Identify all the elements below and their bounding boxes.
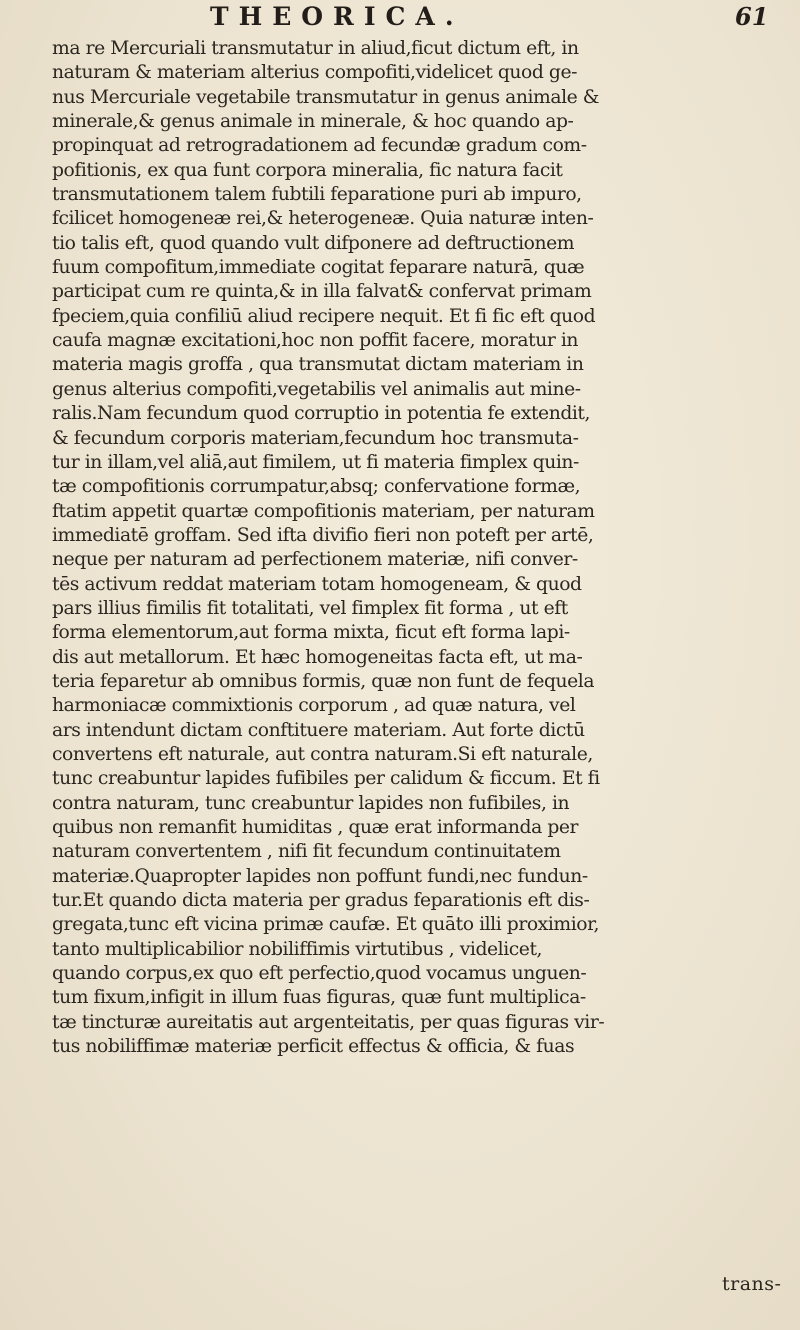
text-line: ralis.Nam fecundum quod corruptio in potentia fe extendit, (52, 402, 591, 425)
text-line: tæ compofitionis corrumpatur,absq; confervatione formæ, (52, 475, 581, 498)
text-line: ars intendunt dictam conftituere materiam. Aut forte dictū (52, 718, 585, 741)
text-line: & fecundum corporis materiam,fecundum hoc transmuta- (52, 426, 579, 449)
text-line: quibus non remanfit humiditas , quæ erat informanda per (52, 816, 579, 838)
text-line: tum fixum,infigit in illum fuas figuras, quæ funt multiplica- (52, 986, 586, 1009)
catchword: trans- (722, 1273, 782, 1295)
text-line: naturam convertentem , nifi fit fecundum continuitatem (52, 840, 561, 863)
text-line: tunc creabuntur lapides fufibiles per calidum & ficcum. Et fi (52, 767, 600, 790)
text-line: forma elementorum,aut forma mixta, ficut eft forma lapi- (52, 621, 570, 644)
text-line: pars illius fimilis fit totalitati, vel fimplex fit forma , ut eft (52, 596, 568, 619)
text-line: caufa magnæ excitationi,hoc non poffit facere, moratur in (52, 329, 579, 352)
text-line: pofitionis, ex qua funt corpora mineralia, fic natura facit (52, 158, 563, 181)
text-line: fcilicet homogeneæ rei,& heterogeneæ. Quia naturæ inten- (52, 207, 594, 230)
text-line: minerale,& genus animale in minerale, & hoc quando ap- (52, 110, 574, 133)
text-line: tanto multiplicabilior nobiliffimis virtutibus , videlicet, (52, 937, 543, 960)
text-line: nus Mercuriale vegetabile transmutatur in genus animale & (52, 85, 600, 108)
text-line: gregata,tunc eft vicina primæ caufæ. Et quāto illi proximior, (52, 913, 600, 936)
running-head: THEORICA. (210, 2, 464, 31)
text-line: dis aut metallorum. Et hæc homogeneitas facta eft, ut ma- (52, 645, 583, 668)
text-line: materia magis groffa , qua transmutat dictam materiam in (52, 353, 584, 376)
text-line: participat cum re quinta,& in illa falvat& confervat primam (52, 280, 592, 303)
text-line: tēs activum reddat materiam totam homogeneam, & quod (52, 572, 582, 595)
text-line: fuum compofitum,immediate cogitat feparare naturā, quæ (52, 256, 585, 279)
text-line: teria feparetur ab omnibus formis, quæ non funt de fequela (52, 669, 595, 692)
text-line: naturam & materiam alterius compofiti,videlicet quod ge- (52, 61, 578, 84)
text-line: propinquat ad retrogradationem ad fecundæ gradum com- (52, 134, 587, 157)
text-line: quando corpus,ex quo eft perfectio,quod vocamus unguen- (52, 962, 587, 985)
text-line: contra naturam, tunc creabuntur lapides non fufibiles, in (52, 791, 570, 814)
page-number: 61 (735, 2, 769, 31)
text-line: harmoniacæ commixtionis corporum , ad quæ natura, vel (52, 694, 576, 717)
body-text (52, 36, 790, 1058)
text-line: tæ tincturæ aureitatis aut argenteitatis, per quas figuras vir- (52, 1010, 605, 1033)
text-line: tio talis eft, quod quando vult difponere ad deftructionem (52, 231, 575, 254)
text-line: immediatē groffam. Sed ifta divifio fieri non poteft per artē, (52, 523, 594, 546)
text-line: neque per naturam ad perfectionem materiæ, nifi conver- (52, 548, 578, 571)
text-line: tur in illam,vel aliā,aut fimilem, ut fi materia fimplex quin- (52, 450, 579, 473)
text-line: transmutationem talem fubtili feparatione puri ab impuro, (52, 183, 582, 206)
text-line: ftatim appetit quartæ compofitionis materiam, per naturam (52, 499, 595, 522)
text-line: fpeciem,quia confiliū aliud recipere nequit. Et fi fic eft quod (52, 304, 596, 327)
text-line: tur.Et quando dicta materia per gradus feparationis eft dis- (52, 889, 590, 912)
text-line: tus nobiliffimæ materiæ perficit effectus & officia, & fuas (52, 1035, 575, 1058)
text-line: convertens eft naturale, aut contra naturam.Si eft naturale, (52, 742, 593, 765)
text-line: genus alterius compofiti,vegetabilis vel animalis aut mine- (52, 377, 581, 400)
text-line: ma re Mercuriali transmutatur in aliud,ficut dictum eft, in (52, 37, 579, 59)
page-header (0, 2, 800, 38)
text-line: materiæ.Quapropter lapides non poffunt fundi,nec fundun- (52, 864, 588, 887)
